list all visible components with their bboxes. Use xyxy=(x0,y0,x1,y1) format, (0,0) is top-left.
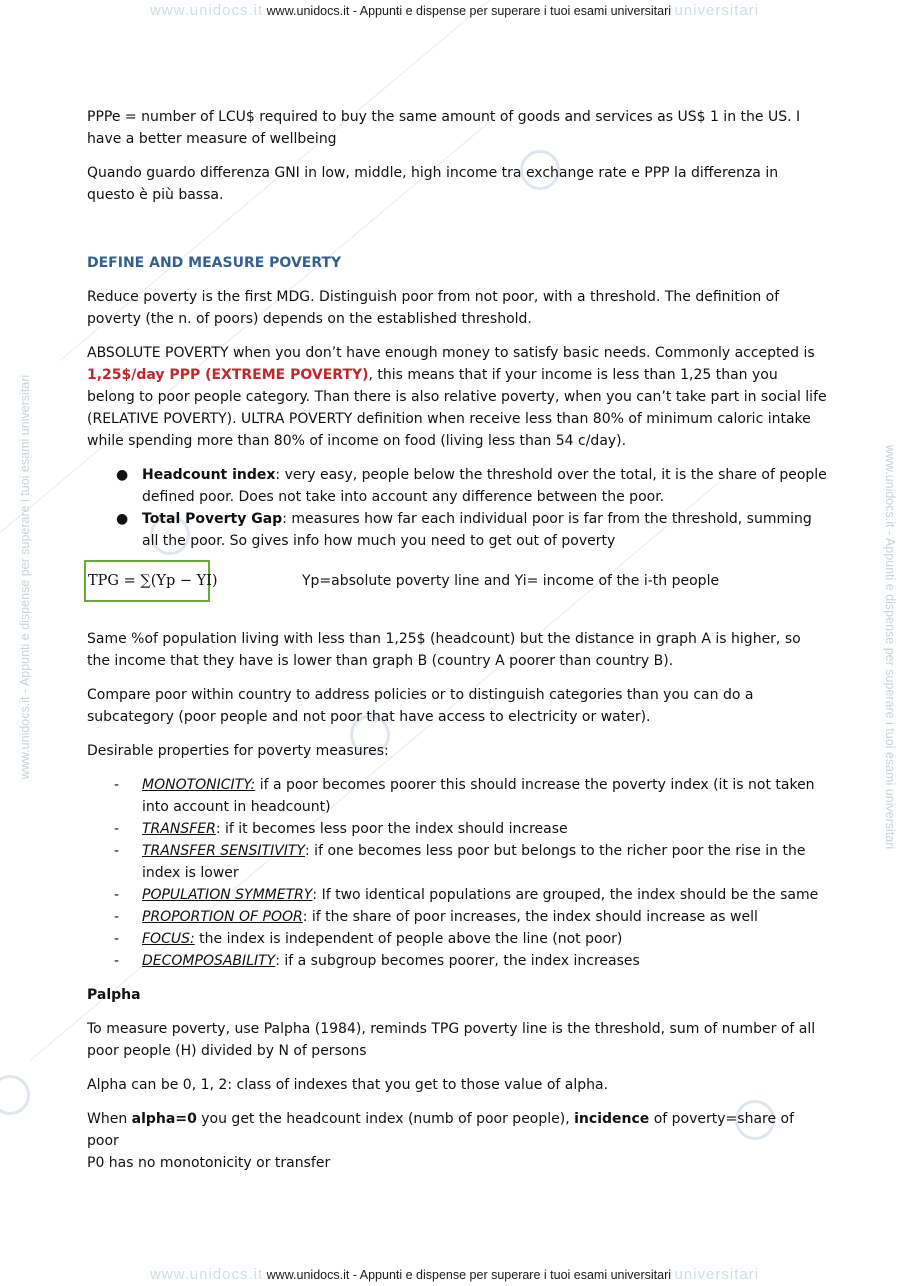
property-term: TRANSFER xyxy=(142,821,216,837)
bullet-text: : very easy, people below the threshold over the total, it is the share of people defined poor. Does not take into account any difference between the poor. xyxy=(142,467,827,505)
watermark-side-left: www.unidocs.it - Appunti e dispense per superare i tuoi esami universitari xyxy=(18,374,32,780)
property-term: MONOTONICITY: xyxy=(142,777,256,793)
list-item xyxy=(87,928,827,950)
alpha-zero-text-a: When xyxy=(87,1111,132,1127)
dash-icon: - xyxy=(114,931,120,947)
paragraph-palpha: To measure poverty, use Palpha (1984), reminds TPG poverty line is the threshold, sum of number of all poor people (H) divided by N of persons xyxy=(87,1021,816,1059)
bullet-term: Total Poverty Gap xyxy=(142,511,283,527)
list-item xyxy=(87,840,827,884)
paragraph-gni: Quando guardo differenza GNI in low, middle, high income tra exchange rate e PPP la differenza in questo è più bassa. xyxy=(87,165,779,203)
document-body xyxy=(87,106,827,1174)
watermark-footer-text: www.unidocs.it - Appunti e dispense per superare i tuoi esami universitari xyxy=(266,1268,672,1282)
property-text: : if the share of poor increases, the index should increase as well xyxy=(302,909,758,925)
dash-icon: - xyxy=(114,887,120,903)
index-bullet-list xyxy=(87,464,827,552)
properties-list xyxy=(87,774,827,972)
watermark-footer xyxy=(0,1266,909,1283)
paragraph-ppp: PPPe = number of LCU$ required to buy the same amount of goods and services as US$ 1 in the US. I have a better measure of wellbeing xyxy=(87,109,801,147)
property-text: : if one becomes less poor but belongs to the richer poor the rise in the index is lower xyxy=(142,843,806,881)
property-text: : if a subgroup becomes poorer, the index increases xyxy=(275,953,640,969)
list-item xyxy=(87,774,827,818)
property-text: : If two identical populations are grouped, the index should be the same xyxy=(312,887,819,903)
list-item xyxy=(87,906,827,928)
watermark-header xyxy=(0,2,909,19)
palpha-title: Palpha xyxy=(87,987,141,1003)
dash-icon: - xyxy=(114,777,120,793)
alpha-zero-text-c: you get the headcount index (numb of poor people), xyxy=(196,1111,575,1127)
alpha-zero-bold: alpha=0 xyxy=(131,1111,197,1127)
property-term: POPULATION SYMMETRY xyxy=(142,887,313,903)
watermark-ghost: www.unidocs.it xyxy=(149,1266,264,1283)
property-term: PROPORTION OF POOR xyxy=(142,909,303,925)
list-item xyxy=(87,818,827,840)
paragraph-p0: P0 has no monotonicity or transfer xyxy=(87,1155,331,1171)
paragraph-reduce-poverty: Reduce poverty is the first MDG. Distinguish poor from not poor, with a threshold. The definition of poverty (the n. of poors) depends on the established threshold. xyxy=(87,289,780,327)
property-text: : if it becomes less poor the index should increase xyxy=(215,821,568,837)
list-item xyxy=(87,464,827,508)
bullet-term: Headcount index xyxy=(142,467,276,483)
bullet-icon: ● xyxy=(116,467,129,483)
list-item xyxy=(87,508,827,552)
absolute-poverty-text-b: , this means that if your income is less than 1,25 than you belong to poor people category. Than there is also relative poverty, when you can’t take part in social life (RELATIVE POVERTY). ULTRA POVERTY definition when receive less than 80% of minimum caloric intake while spending more than 80% of income on food (living less than 54 c/day). xyxy=(87,367,827,449)
paragraph-compare-poor: Compare poor within country to address policies or to distinguish categories than you can do a subcategory (poor people and not poor that have access to electricity or water). xyxy=(87,687,754,725)
property-text: if a poor becomes poorer this should increase the poverty index (it is not taken into account in headcount) xyxy=(142,777,815,815)
tpg-formula: TPG = ∑(Yp − YI) xyxy=(88,573,218,589)
paragraph-absolute-poverty xyxy=(87,342,827,452)
watermark-side-right: www.unidocs.it - Appunti e dispense per superare i tuoi esami universitari xyxy=(883,444,897,850)
paragraph-alpha-values: Alpha can be 0, 1, 2: class of indexes that you get to those value of alpha. xyxy=(87,1077,609,1093)
tpg-description: Yp=absolute poverty line and Yi= income of the i-th people xyxy=(302,573,720,589)
watermark-ghost: universitari xyxy=(674,2,760,19)
paragraph-desirable-properties: Desirable properties for poverty measures: xyxy=(87,743,389,759)
tpg-formula-row xyxy=(87,560,827,606)
extreme-poverty-highlight: 1,25$/day PPP (EXTREME POVERTY) xyxy=(87,367,369,383)
dash-icon: - xyxy=(114,953,120,969)
bullet-icon: ● xyxy=(116,511,129,527)
list-item xyxy=(87,950,827,972)
absolute-poverty-text-a: ABSOLUTE POVERTY when you don’t have enough money to satisfy basic needs. Commonly accepted is xyxy=(87,345,815,361)
paragraph-headcount-graph: Same %of population living with less than 1,25$ (headcount) but the distance in graph A is higher, so the income that they have is lower than graph B (country A poorer than country B). xyxy=(87,631,801,669)
property-text: the index is independent of people above the line (not poor) xyxy=(194,931,623,947)
dash-icon: - xyxy=(114,843,120,859)
watermark-logo-icon xyxy=(0,1075,30,1115)
watermark-ghost: www.unidocs.it xyxy=(149,2,264,19)
paragraph-alpha-zero xyxy=(87,1108,827,1152)
property-term: DECOMPOSABILITY xyxy=(142,953,276,969)
property-term: TRANSFER SENSITIVITY xyxy=(142,843,306,859)
section-heading: DEFINE AND MEASURE POVERTY xyxy=(87,255,342,271)
list-item xyxy=(87,884,827,906)
bullet-text: : measures how far each individual poor is far from the threshold, summing all the poor. So gives info how much you need to get out of poverty xyxy=(142,511,812,549)
dash-icon: - xyxy=(114,909,120,925)
incidence-bold: incidence xyxy=(574,1111,650,1127)
watermark-header-text: www.unidocs.it - Appunti e dispense per superare i tuoi esami universitari xyxy=(266,4,672,18)
watermark-ghost: universitari xyxy=(674,1266,760,1283)
alpha-zero-text-d: of poverty=share of poor xyxy=(87,1111,795,1149)
property-term: FOCUS: xyxy=(142,931,195,947)
dash-icon: - xyxy=(114,821,120,837)
